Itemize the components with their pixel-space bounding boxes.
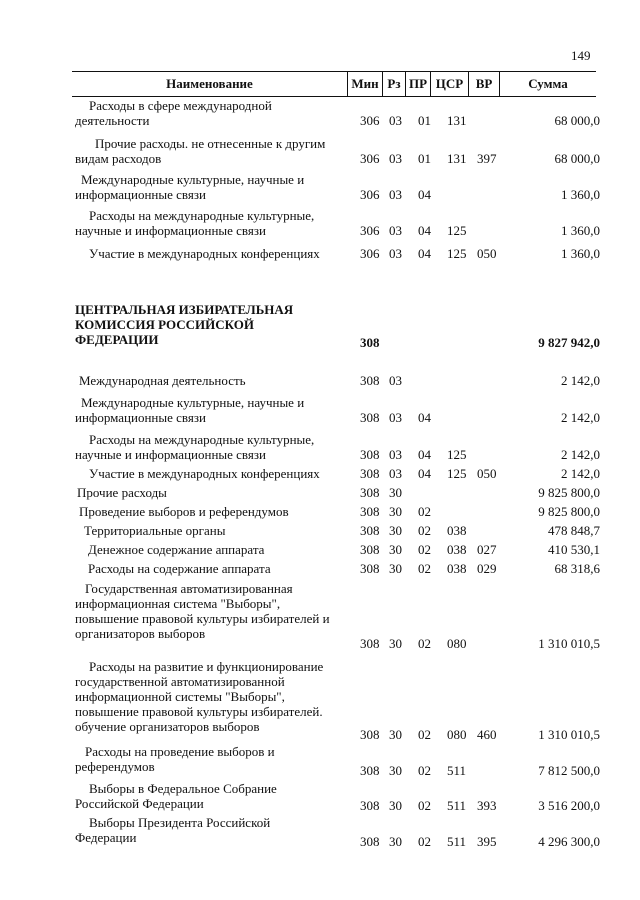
row-rz: 30 (389, 561, 402, 576)
row-rz: 03 (389, 466, 402, 481)
row-name: Расходы на международные культурные, научные и информационные связи (75, 208, 315, 238)
row-min: 308 (360, 504, 380, 519)
row-pr: 01 (418, 113, 431, 128)
row-csr: 511 (447, 798, 467, 813)
row-pr: 02 (418, 636, 431, 651)
row-rz: 03 (389, 373, 402, 388)
row-pr: 04 (418, 223, 431, 238)
row-min: 308 (360, 834, 380, 849)
row-min: 308 (360, 410, 380, 425)
row-sum: 2 142,0 (561, 447, 600, 462)
row-csr: 131 (447, 151, 467, 166)
row-name: Расходы на проведение выборов и референдумов (75, 744, 275, 774)
row-sum: 9 827 942,0 (538, 335, 600, 350)
row-vr: 029 (477, 561, 497, 576)
row-sum: 1 310 010,5 (538, 727, 600, 742)
row-pr: 04 (418, 410, 431, 425)
row-csr: 038 (447, 561, 467, 576)
row-vr: 393 (477, 798, 497, 813)
header-name: Наименование (166, 76, 253, 91)
row-csr: 038 (447, 542, 467, 557)
row-rz: 30 (389, 485, 402, 500)
row-min: 308 (360, 447, 380, 462)
row-name: Расходы на развитие и функционирование государственной автоматизированной информационной системы "Выборы", повышение правовой культуры избирателей. обучение организаторов выборов (75, 659, 324, 734)
row-sum: 9 825 800,0 (538, 504, 600, 519)
row-sum: 1 310 010,5 (538, 636, 600, 651)
header-vr: ВР (475, 76, 493, 91)
page-number: 149 (571, 48, 591, 63)
row-min: 308 (360, 798, 380, 813)
row-min: 308 (360, 373, 380, 388)
row-csr: 080 (447, 636, 467, 651)
row-pr: 02 (418, 727, 431, 742)
row-name: Проведение выборов и референдумов (79, 504, 289, 519)
row-min: 308 (360, 763, 380, 778)
row-pr: 02 (418, 763, 431, 778)
row-vr: 397 (477, 151, 497, 166)
row-csr: 511 (447, 763, 467, 778)
row-min: 308 (360, 485, 380, 500)
row-pr: 04 (418, 466, 431, 481)
header-min: Мин (351, 76, 379, 91)
row-name: Денежное содержание аппарата (88, 542, 265, 557)
row-sum: 3 516 200,0 (538, 798, 600, 813)
row-min: 308 (360, 466, 380, 481)
row-pr: 02 (418, 834, 431, 849)
row-min: 308 (360, 727, 380, 742)
row-name: Прочие расходы. не отнесенные к другим видам расходов (75, 136, 326, 166)
row-min: 308 (360, 561, 380, 576)
row-name: Участие в международных конференциях (89, 466, 320, 481)
row-rz: 03 (389, 246, 402, 261)
row-pr: 02 (418, 504, 431, 519)
row-min: 306 (360, 113, 380, 128)
row-pr: 02 (418, 561, 431, 576)
row-name: Расходы на международные культурные, научные и информационные связи (75, 432, 315, 462)
row-rz: 03 (389, 447, 402, 462)
row-pr: 01 (418, 151, 431, 166)
row-pr: 04 (418, 246, 431, 261)
row-pr: 04 (418, 187, 431, 202)
row-name: Международные культурные, научные и информационные связи (75, 395, 305, 425)
row-sum: 1 360,0 (561, 223, 600, 238)
row-rz: 03 (389, 151, 402, 166)
row-rz: 30 (389, 763, 402, 778)
header-rz: Рз (387, 76, 401, 91)
row-name: Расходы на содержание аппарата (88, 561, 271, 576)
row-name: Территориальные органы (84, 523, 226, 538)
row-sum: 2 142,0 (561, 466, 600, 481)
section-title: ЦЕНТРАЛЬНАЯ ИЗБИРАТЕЛЬНАЯ КОМИССИЯ РОССИЙСКОЙ ФЕДЕРАЦИИ (75, 302, 294, 347)
row-sum: 2 142,0 (561, 410, 600, 425)
row-min: 306 (360, 223, 380, 238)
row-csr: 125 (447, 447, 467, 462)
row-sum: 7 812 500,0 (538, 763, 600, 778)
row-sum: 4 296 300,0 (538, 834, 600, 849)
row-name: Международная деятельность (79, 373, 246, 388)
row-pr: 02 (418, 798, 431, 813)
row-csr: 125 (447, 466, 467, 481)
row-min: 306 (360, 246, 380, 261)
row-rz: 03 (389, 113, 402, 128)
row-pr: 04 (418, 447, 431, 462)
row-rz: 30 (389, 834, 402, 849)
row-rz: 30 (389, 727, 402, 742)
row-rz: 30 (389, 636, 402, 651)
row-pr: 02 (418, 523, 431, 538)
row-rz: 03 (389, 187, 402, 202)
header-sum: Сумма (528, 76, 568, 91)
header-pr: ПР (408, 76, 428, 91)
row-sum: 68 318,6 (554, 561, 600, 576)
row-csr: 125 (447, 246, 467, 261)
row-sum: 478 848,7 (548, 523, 600, 538)
row-csr: 511 (447, 834, 467, 849)
row-rz: 30 (389, 504, 402, 519)
row-sum: 410 530,1 (548, 542, 600, 557)
row-sum: 1 360,0 (561, 187, 600, 202)
row-name: Выборы в Федеральное Собрание Российской Федерации (75, 781, 277, 811)
header-csr: ЦСР (435, 76, 464, 91)
row-min: 306 (360, 151, 380, 166)
row-min: 306 (360, 187, 380, 202)
row-sum: 68 000,0 (554, 151, 600, 166)
row-name: Государственная автоматизированная информационная система "Выборы", повышение правовой культуры избирателей и организаторов выборов (75, 581, 330, 641)
row-csr: 038 (447, 523, 467, 538)
row-name: Международные культурные, научные и информационные связи (75, 172, 305, 202)
row-vr: 050 (477, 246, 497, 261)
row-min: 308 (360, 542, 380, 557)
row-sum: 68 000,0 (554, 113, 600, 128)
row-vr: 395 (477, 834, 497, 849)
row-name: Выборы Президента Российской Федерации (75, 815, 271, 845)
row-sum: 9 825 800,0 (538, 485, 600, 500)
row-min: 308 (360, 636, 380, 651)
row-csr: 125 (447, 223, 467, 238)
row-rz: 30 (389, 523, 402, 538)
row-name: Прочие расходы (77, 485, 167, 500)
row-vr: 050 (477, 466, 497, 481)
row-min: 308 (360, 523, 380, 538)
row-rz: 03 (389, 223, 402, 238)
row-pr: 02 (418, 542, 431, 557)
row-rz: 30 (389, 542, 402, 557)
row-sum: 2 142,0 (561, 373, 600, 388)
row-vr: 460 (477, 727, 497, 742)
row-rz: 03 (389, 410, 402, 425)
row-name: Участие в международных конференциях (89, 246, 320, 261)
row-rz: 30 (389, 798, 402, 813)
row-min: 308 (360, 335, 380, 350)
row-sum: 1 360,0 (561, 246, 600, 261)
row-name: Расходы в сфере международной деятельности (75, 98, 272, 128)
row-vr: 027 (477, 542, 497, 557)
row-csr: 080 (447, 727, 467, 742)
row-csr: 131 (447, 113, 467, 128)
table-header (72, 71, 596, 97)
